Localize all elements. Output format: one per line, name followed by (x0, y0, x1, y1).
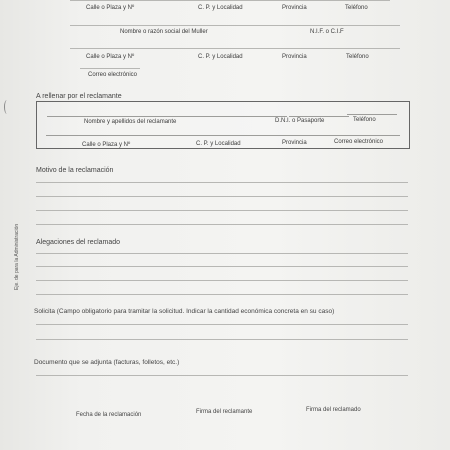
alegaciones-line-3[interactable] (36, 280, 408, 281)
punch-mark (4, 100, 10, 114)
top-row2-cp: C. P. y Localidad (198, 54, 243, 60)
alegaciones-line-1[interactable] (36, 253, 408, 254)
reclamante-row2-line[interactable] (46, 135, 400, 136)
motivo-line-4[interactable] (36, 224, 408, 225)
top-line (70, 0, 390, 1)
documento-line-1[interactable] (36, 375, 408, 376)
motivo-label: Motivo de la reclamación (36, 167, 114, 174)
reclamante-street-label: Calle o Plaza y Nº (82, 142, 131, 148)
top-row2-telefono: Teléfono (346, 54, 369, 60)
top-line-2 (70, 25, 400, 26)
sidebar-text: Eje. de para la Administración (14, 223, 20, 290)
top-row1-telefono: Teléfono (345, 5, 368, 11)
solicita-label: Solicita (Campo obligatorio para tramitar la solicitud. Indicar la cantidad económica concreta en su caso) (34, 308, 335, 315)
solicita-line-1[interactable] (36, 324, 408, 325)
solicita-line-2[interactable] (36, 339, 408, 340)
top-row1-cp: C. P. y Localidad (198, 5, 243, 11)
dni-field-line[interactable] (289, 116, 349, 117)
top-email: Correo electrónico (88, 72, 138, 78)
top-mid-name: Nombre o razón social del Muller (120, 29, 208, 35)
tel-field-line[interactable] (347, 114, 397, 115)
alegaciones-line-4[interactable] (36, 294, 408, 295)
top-line-3 (70, 48, 400, 49)
documento-label: Documento que se adjunta (facturas, folletos, etc.) (34, 359, 180, 366)
top-row2-provincia: Provincia (282, 54, 307, 60)
top-row1-street: Calle o Plaza y Nº (86, 5, 135, 11)
top-mid-nif: N.I.F. o C.I.F (310, 29, 344, 35)
name-field-line[interactable] (47, 116, 287, 117)
motivo-line-3[interactable] (36, 210, 408, 211)
top-line-4 (80, 68, 140, 69)
alegaciones-label: Alegaciones del reclamado (36, 239, 121, 246)
top-row1-provincia: Provincia (282, 5, 307, 11)
top-row2-street: Calle o Plaza y Nº (86, 54, 135, 60)
fecha-reclamacion-label: Fecha de la reclamación (76, 412, 142, 418)
motivo-line-1[interactable] (36, 182, 408, 183)
reclamante-tel-label: Teléfono (353, 117, 376, 123)
reclamante-email-label: Correo electrónico (334, 139, 384, 145)
firma-reclamado-label: Firma del reclamado (306, 407, 361, 413)
reclamante-dni-label: D.N.I. o Pasaporte (275, 118, 325, 124)
reclamante-name-label: Nombre y apellidos del reclamante (84, 119, 177, 125)
motivo-line-2[interactable] (36, 196, 408, 197)
alegaciones-line-2[interactable] (36, 266, 408, 267)
firma-reclamante-label: Firma del reclamante (196, 409, 253, 415)
reclamante-provincia-label: Provincia (282, 140, 307, 146)
reclamante-cp-label: C. P. y Localidad (196, 141, 241, 147)
reclamante-heading: A rellenar por el reclamante (36, 93, 122, 100)
